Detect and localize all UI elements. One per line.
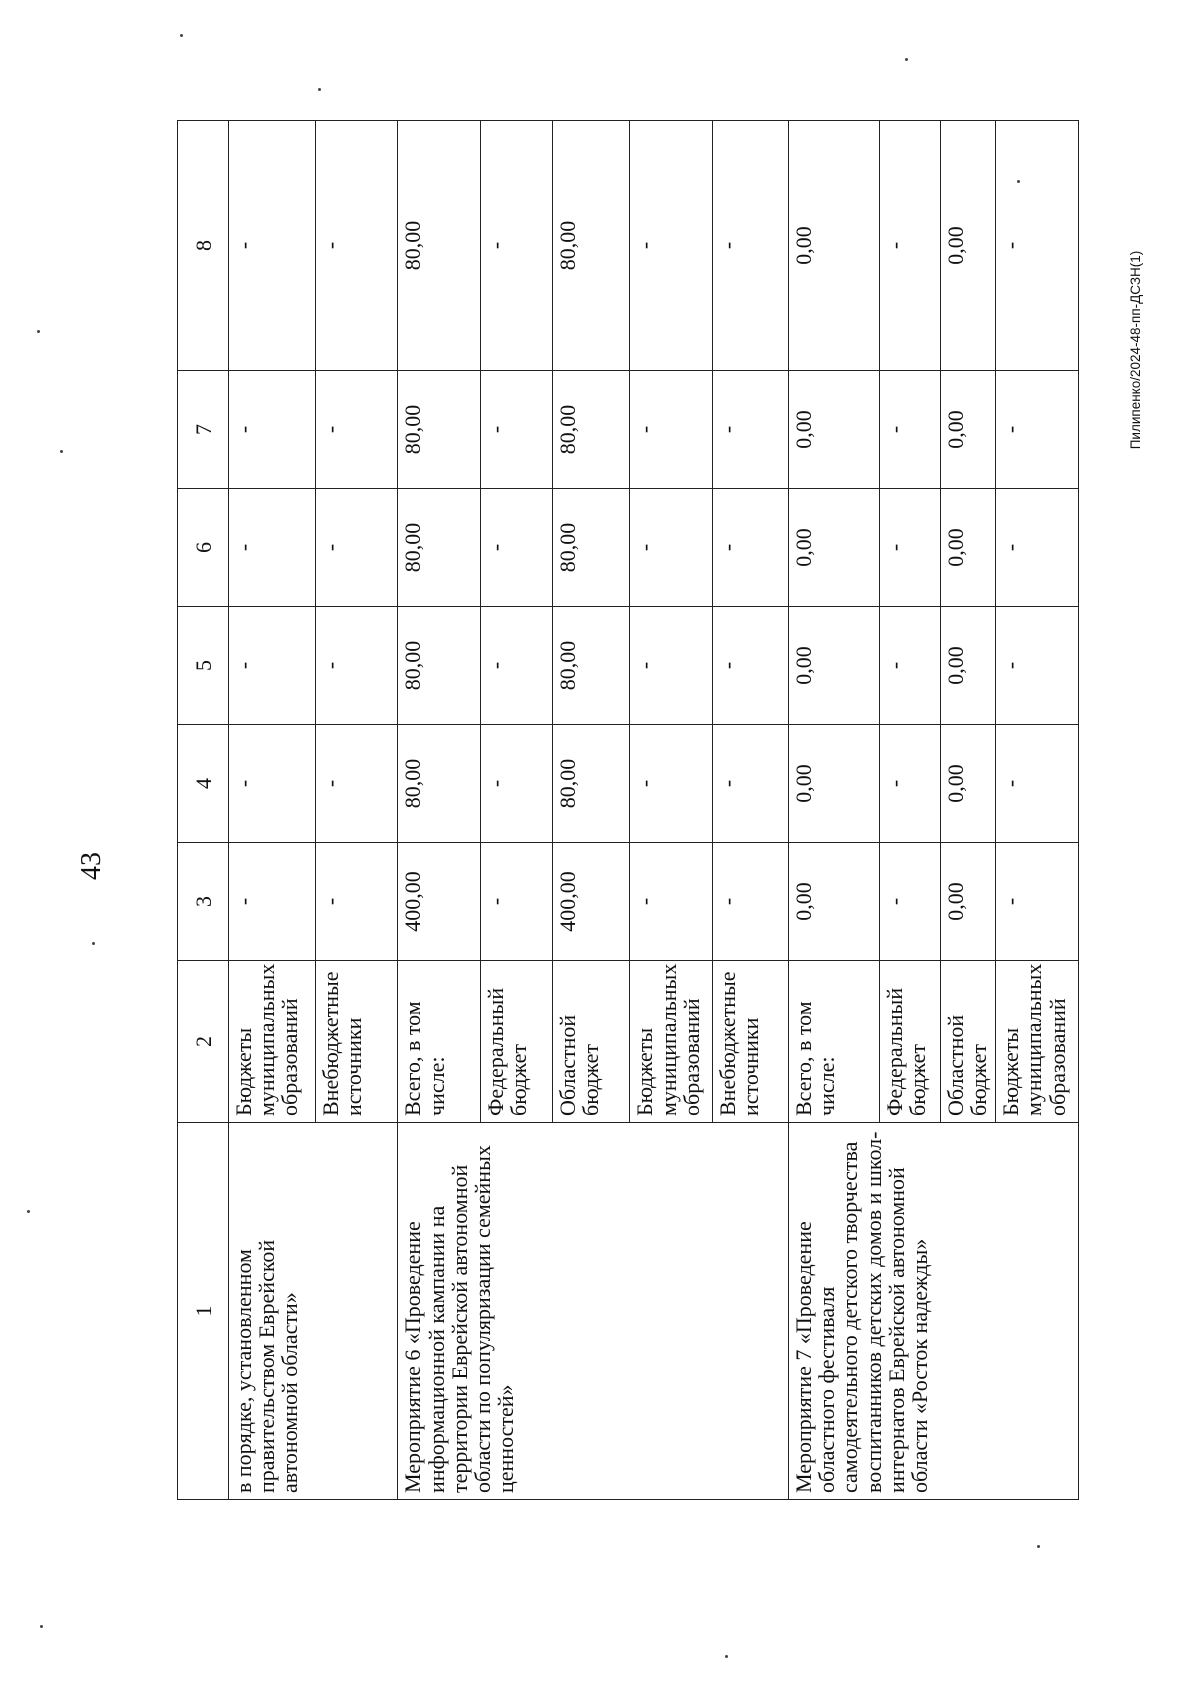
amount-cell: - [630, 121, 713, 371]
amount-cell: - [996, 607, 1079, 725]
amount-cell: - [481, 725, 553, 843]
amount-cell: 80,00 [553, 371, 630, 489]
amount-cell: 0,00 [940, 489, 996, 607]
amount-cell: - [229, 725, 316, 843]
amount-cell: 80,00 [398, 607, 481, 725]
budget-table-body [178, 121, 1079, 1500]
amount-cell: 0,00 [940, 725, 996, 843]
funding-source-cell: Всего, в том числе: [789, 961, 880, 1123]
amount-cell: - [630, 843, 713, 961]
column-number: 5 [178, 607, 229, 725]
scan-speck [40, 1625, 43, 1628]
amount-cell: - [630, 725, 713, 843]
amount-cell: - [481, 843, 553, 961]
table-row [229, 121, 316, 1500]
activity-cell: в порядке, установленном правительством Еврейской автономной области» [229, 1123, 398, 1500]
amount-cell: - [880, 121, 941, 371]
amount-cell: - [880, 607, 941, 725]
amount-cell: - [229, 371, 316, 489]
amount-cell: 80,00 [553, 607, 630, 725]
amount-cell: 80,00 [553, 121, 630, 371]
funding-source-cell: Бюджеты муниципальных образований [630, 961, 713, 1123]
amount-cell: 80,00 [398, 371, 481, 489]
amount-cell: 80,00 [553, 489, 630, 607]
amount-cell: - [880, 725, 941, 843]
column-number: 3 [178, 843, 229, 961]
scan-speck [27, 1210, 30, 1213]
amount-cell: - [713, 489, 789, 607]
funding-source-cell: Областной бюджет [553, 961, 630, 1123]
amount-cell: 80,00 [553, 725, 630, 843]
scan-speck [37, 330, 40, 333]
amount-cell: 0,00 [789, 371, 880, 489]
amount-cell: 0,00 [789, 843, 880, 961]
table-row [789, 121, 880, 1500]
scan-speck [318, 88, 321, 91]
amount-cell: - [880, 489, 941, 607]
funding-source-cell: Бюджеты муниципальных образований [996, 961, 1079, 1123]
amount-cell: - [315, 121, 398, 371]
amount-cell: - [481, 121, 553, 371]
amount-cell: 80,00 [398, 489, 481, 607]
scan-speck [1017, 180, 1020, 183]
scan-speck [725, 1655, 728, 1658]
amount-cell: - [315, 371, 398, 489]
amount-cell: 0,00 [940, 843, 996, 961]
funding-source-cell: Бюджеты муниципальных образований [229, 961, 316, 1123]
amount-cell: - [713, 725, 789, 843]
activity-cell: Мероприятие 6 «Проведение информационной кампании на территории Еврейской автономной области по популяризации семейных ценностей» [398, 1123, 789, 1500]
amount-cell: - [713, 607, 789, 725]
scan-speck [905, 58, 908, 61]
amount-cell: 0,00 [940, 121, 996, 371]
funding-source-cell: Всего, в том числе: [398, 961, 481, 1123]
amount-cell: - [229, 607, 316, 725]
amount-cell: - [315, 843, 398, 961]
amount-cell: 0,00 [789, 725, 880, 843]
amount-cell: - [996, 725, 1079, 843]
amount-cell: - [481, 371, 553, 489]
funding-source-cell: Федеральный бюджет [481, 961, 553, 1123]
amount-cell: 400,00 [398, 843, 481, 961]
amount-cell: - [996, 371, 1079, 489]
column-number: 8 [178, 121, 229, 371]
amount-cell: 0,00 [789, 607, 880, 725]
scan-speck [180, 34, 183, 37]
column-number: 2 [178, 961, 229, 1123]
amount-cell: - [996, 843, 1079, 961]
scan-speck [92, 942, 95, 945]
budget-table [177, 120, 1079, 1500]
amount-cell: - [996, 489, 1079, 607]
scan-speck [60, 450, 63, 453]
amount-cell: 400,00 [553, 843, 630, 961]
amount-cell: - [630, 607, 713, 725]
table-row [398, 121, 481, 1500]
funding-source-cell: Областной бюджет [940, 961, 996, 1123]
amount-cell: - [315, 489, 398, 607]
activity-cell: Мероприятие 7 «Проведение областного фестиваля самодеятельного детского творчества воспитанников детских домов и школ-интернатов Еврейской автономной области «Росток надежды» [789, 1123, 1079, 1500]
table-landscape-frame [177, 121, 1079, 1500]
amount-cell: - [630, 371, 713, 489]
scan-speck [1037, 1545, 1040, 1548]
amount-cell: 80,00 [398, 121, 481, 371]
amount-cell: - [315, 607, 398, 725]
amount-cell: - [630, 489, 713, 607]
amount-cell: 0,00 [789, 489, 880, 607]
funding-source-cell: Внебюджетные источники [713, 961, 789, 1123]
amount-cell: - [315, 725, 398, 843]
column-number: 1 [178, 1123, 229, 1500]
amount-cell: - [481, 489, 553, 607]
amount-cell: - [481, 607, 553, 725]
document-code: Пилипенко/2024-48-пп-ДСЗН(1) [1128, 250, 1143, 450]
amount-cell: 80,00 [398, 725, 481, 843]
column-number: 4 [178, 725, 229, 843]
amount-cell: - [229, 121, 316, 371]
column-number-row [178, 121, 229, 1500]
amount-cell: 0,00 [789, 121, 880, 371]
amount-cell: - [996, 121, 1079, 371]
amount-cell: - [713, 121, 789, 371]
amount-cell: - [713, 371, 789, 489]
amount-cell: - [229, 843, 316, 961]
amount-cell: - [229, 489, 316, 607]
funding-source-cell: Федеральный бюджет [880, 961, 941, 1123]
amount-cell: - [880, 371, 941, 489]
column-number: 6 [178, 489, 229, 607]
amount-cell: 0,00 [940, 371, 996, 489]
column-number: 7 [178, 371, 229, 489]
table-rotation-frame [177, 121, 1079, 1500]
amount-cell: - [880, 843, 941, 961]
amount-cell: - [713, 843, 789, 961]
page-number: 43 [76, 852, 107, 880]
funding-source-cell: Внебюджетные источники [315, 961, 398, 1123]
amount-cell: 0,00 [940, 607, 996, 725]
